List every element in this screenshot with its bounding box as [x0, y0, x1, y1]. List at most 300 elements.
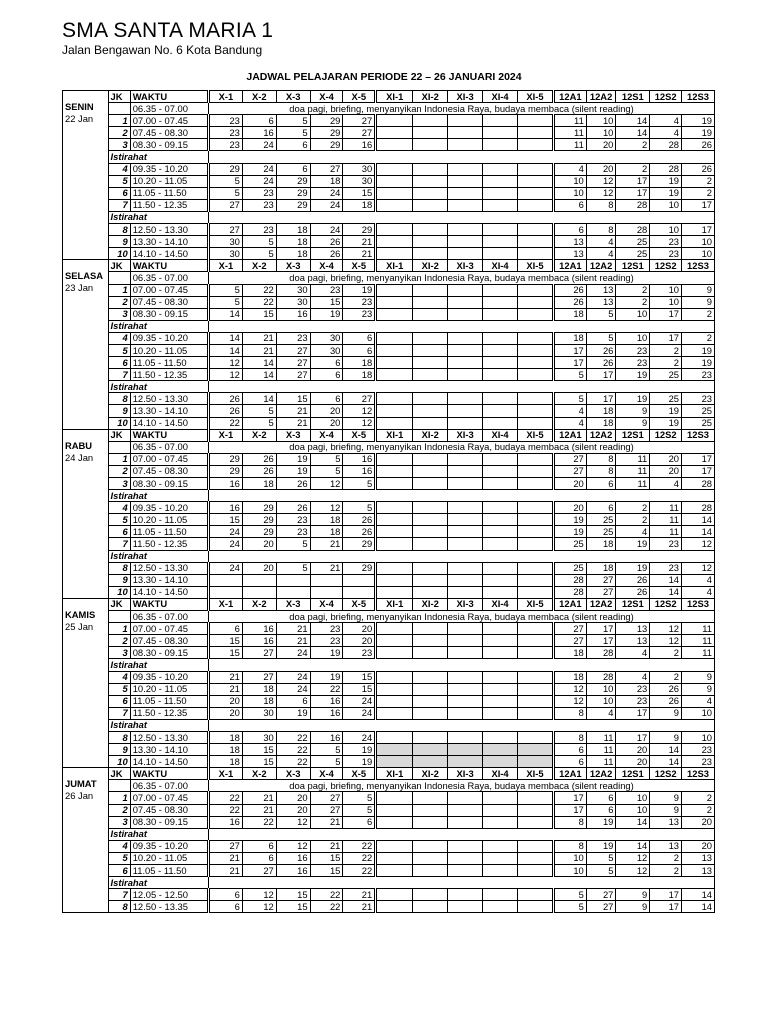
teacher-code-cell: [376, 538, 413, 550]
teacher-code-cell: [376, 405, 413, 417]
teacher-code-cell: [518, 224, 554, 236]
teacher-code-cell: 5: [209, 296, 243, 308]
col-header-class: XI-5: [518, 260, 554, 272]
lesson-number: 10: [108, 417, 130, 429]
teacher-code-cell: 26: [650, 695, 682, 707]
col-header-class: 12S2: [650, 598, 682, 610]
teacher-code-cell: 17: [616, 187, 650, 199]
teacher-code-cell: 13: [553, 236, 586, 248]
teacher-code-cell: [448, 586, 483, 598]
lesson-number: 7: [108, 707, 130, 719]
teacher-code-cell: [376, 502, 413, 514]
teacher-code-cell: [518, 127, 554, 139]
teacher-code-cell: 9: [682, 284, 715, 296]
teacher-code-cell: 6: [310, 393, 343, 405]
col-header-class: 12S2: [650, 429, 682, 441]
teacher-code-cell: 19: [616, 393, 650, 405]
lesson-number: 10: [108, 756, 130, 768]
teacher-code-cell: [483, 453, 518, 465]
teacher-code-cell: 27: [586, 586, 616, 598]
lesson-time: 12.50 - 13.30: [130, 731, 208, 743]
teacher-code-cell: [376, 671, 413, 683]
teacher-code-cell: [448, 344, 483, 356]
break-filler: [209, 719, 715, 731]
teacher-code-cell: [448, 357, 483, 369]
teacher-code-cell: 27: [310, 792, 343, 804]
teacher-code-cell: [413, 840, 448, 852]
col-header-class: X-2: [242, 91, 276, 103]
teacher-code-cell: 21: [310, 538, 343, 550]
teacher-code-cell: [413, 199, 448, 211]
col-header-class: XI-2: [413, 598, 448, 610]
lesson-number: 1: [108, 115, 130, 127]
teacher-code-cell: 20: [553, 478, 586, 490]
teacher-code-cell: 4: [650, 115, 682, 127]
col-header-class: X-2: [242, 598, 276, 610]
teacher-code-cell: 27: [553, 635, 586, 647]
teacher-code-cell: 6: [553, 756, 586, 768]
col-header-class: X-2: [242, 260, 276, 272]
teacher-code-cell: 17: [650, 308, 682, 320]
teacher-code-cell: [413, 526, 448, 538]
opening-time: 06.35 - 07.00: [130, 272, 208, 284]
col-header-class: X-1: [209, 260, 243, 272]
teacher-code-cell: [376, 744, 413, 756]
teacher-code-cell: 14: [650, 744, 682, 756]
teacher-code-cell: [376, 816, 413, 828]
teacher-code-cell: 29: [242, 514, 276, 526]
col-header-class: 12S2: [650, 768, 682, 780]
teacher-code-cell: 28: [616, 224, 650, 236]
teacher-code-cell: [448, 623, 483, 635]
teacher-code-cell: [376, 804, 413, 816]
teacher-code-cell: 13: [616, 635, 650, 647]
teacher-code-cell: [413, 236, 448, 248]
teacher-code-cell: [483, 647, 518, 659]
lesson-number: 2: [108, 465, 130, 477]
teacher-code-cell: [448, 127, 483, 139]
teacher-code-cell: 27: [276, 357, 310, 369]
teacher-code-cell: 12: [616, 852, 650, 864]
teacher-code-cell: [518, 199, 554, 211]
teacher-code-cell: 19: [616, 369, 650, 381]
teacher-code-cell: 19: [343, 756, 376, 768]
teacher-code-cell: [376, 199, 413, 211]
teacher-code-cell: 23: [242, 224, 276, 236]
teacher-code-cell: 23: [209, 115, 243, 127]
teacher-code-cell: 17: [682, 224, 715, 236]
teacher-code-cell: 9: [682, 671, 715, 683]
teacher-code-cell: 24: [209, 562, 243, 574]
opening-row: [63, 103, 715, 115]
teacher-code-cell: [376, 332, 413, 344]
teacher-code-cell: [448, 816, 483, 828]
teacher-code-cell: [310, 586, 343, 598]
col-header-class: XI-1: [376, 260, 413, 272]
lesson-time: 12.50 - 13.30: [130, 393, 208, 405]
teacher-code-cell: [413, 647, 448, 659]
col-header-waktu: WAKTU: [130, 598, 208, 610]
lesson-number: 6: [108, 357, 130, 369]
col-header-waktu: WAKTU: [130, 260, 208, 272]
teacher-code-cell: [518, 865, 554, 877]
teacher-code-cell: 9: [616, 417, 650, 429]
teacher-code-cell: [376, 357, 413, 369]
lesson-number: 1: [108, 623, 130, 635]
teacher-code-cell: [518, 163, 554, 175]
teacher-code-cell: [518, 707, 554, 719]
teacher-code-cell: [376, 163, 413, 175]
teacher-code-cell: 21: [343, 889, 376, 901]
teacher-code-cell: 12: [586, 175, 616, 187]
teacher-code-cell: 12: [242, 901, 276, 913]
teacher-code-cell: 5: [343, 792, 376, 804]
teacher-code-cell: 18: [276, 248, 310, 260]
teacher-code-cell: 8: [553, 840, 586, 852]
teacher-code-cell: [413, 671, 448, 683]
teacher-code-cell: 13: [586, 296, 616, 308]
teacher-code-cell: 25: [682, 417, 715, 429]
teacher-code-cell: 20: [242, 538, 276, 550]
teacher-code-cell: 19: [310, 308, 343, 320]
teacher-code-cell: 16: [343, 453, 376, 465]
teacher-code-cell: 14: [682, 889, 715, 901]
teacher-code-cell: 18: [553, 308, 586, 320]
teacher-code-cell: 26: [682, 163, 715, 175]
teacher-code-cell: 26: [682, 139, 715, 151]
teacher-code-cell: [413, 574, 448, 586]
teacher-code-cell: 25: [650, 393, 682, 405]
teacher-code-cell: 11: [616, 465, 650, 477]
teacher-code-cell: [376, 175, 413, 187]
lesson-time: 11.50 - 12.35: [130, 199, 208, 211]
lesson-number: 5: [108, 175, 130, 187]
lesson-row: [63, 538, 715, 550]
teacher-code-cell: 23: [343, 308, 376, 320]
teacher-code-cell: 13: [682, 852, 715, 864]
teacher-code-cell: [413, 284, 448, 296]
teacher-code-cell: 29: [209, 465, 243, 477]
teacher-code-cell: [518, 236, 554, 248]
teacher-code-cell: [518, 852, 554, 864]
lesson-time: 14.10 - 14.50: [130, 248, 208, 260]
teacher-code-cell: [518, 683, 554, 695]
col-header-class: X-5: [343, 598, 376, 610]
teacher-code-cell: [376, 465, 413, 477]
teacher-code-cell: [376, 115, 413, 127]
teacher-code-cell: [448, 683, 483, 695]
opening-activity: doa pagi, briefing, menyanyikan Indonesia Raya, budaya membaca (silent reading): [209, 611, 715, 623]
teacher-code-cell: 26: [209, 405, 243, 417]
teacher-code-cell: [448, 901, 483, 913]
teacher-code-cell: [413, 816, 448, 828]
opening-row: [63, 441, 715, 453]
teacher-code-cell: 4: [650, 478, 682, 490]
teacher-code-cell: 11: [650, 526, 682, 538]
teacher-code-cell: 14: [242, 393, 276, 405]
teacher-code-cell: [483, 417, 518, 429]
teacher-code-cell: 5: [343, 478, 376, 490]
teacher-code-cell: 12: [682, 538, 715, 550]
teacher-code-cell: 23: [310, 635, 343, 647]
teacher-code-cell: 23: [682, 756, 715, 768]
teacher-code-cell: [448, 369, 483, 381]
lesson-time: 10.20 - 11.05: [130, 175, 208, 187]
lesson-row: [63, 405, 715, 417]
col-header-class: XI-1: [376, 598, 413, 610]
teacher-code-cell: [448, 635, 483, 647]
teacher-code-cell: [209, 574, 243, 586]
teacher-code-cell: 15: [343, 187, 376, 199]
break-label: Istirahat: [108, 320, 209, 332]
teacher-code-cell: 8: [586, 465, 616, 477]
col-header-class: 12A2: [586, 429, 616, 441]
teacher-code-cell: [448, 756, 483, 768]
teacher-code-cell: [413, 635, 448, 647]
teacher-code-cell: 2: [682, 308, 715, 320]
teacher-code-cell: [518, 623, 554, 635]
lesson-row: [63, 635, 715, 647]
teacher-code-cell: 6: [209, 889, 243, 901]
teacher-code-cell: [483, 393, 518, 405]
teacher-code-cell: 27: [209, 199, 243, 211]
lesson-time: 07.00 - 07.45: [130, 115, 208, 127]
teacher-code-cell: [413, 405, 448, 417]
teacher-code-cell: 12: [650, 635, 682, 647]
teacher-code-cell: [483, 756, 518, 768]
lesson-row: [63, 284, 715, 296]
teacher-code-cell: 23: [616, 344, 650, 356]
day-label-cell: [63, 598, 109, 767]
teacher-code-cell: 2: [682, 175, 715, 187]
teacher-code-cell: [376, 526, 413, 538]
lesson-row: [63, 344, 715, 356]
teacher-code-cell: [483, 357, 518, 369]
teacher-code-cell: 5: [553, 889, 586, 901]
col-header-class: X-1: [209, 598, 243, 610]
teacher-code-cell: 26: [650, 683, 682, 695]
teacher-code-cell: [483, 683, 518, 695]
teacher-code-cell: 11: [553, 139, 586, 151]
teacher-code-cell: 21: [242, 792, 276, 804]
teacher-code-cell: 29: [310, 127, 343, 139]
lesson-time: 07.00 - 07.45: [130, 792, 208, 804]
teacher-code-cell: 5: [586, 308, 616, 320]
teacher-code-cell: 19: [586, 840, 616, 852]
col-header-class: X-4: [310, 91, 343, 103]
teacher-code-cell: 4: [553, 417, 586, 429]
col-header-class: X-2: [242, 429, 276, 441]
teacher-code-cell: 21: [276, 635, 310, 647]
teacher-code-cell: [518, 453, 554, 465]
teacher-code-cell: 27: [586, 889, 616, 901]
break-row: [63, 659, 715, 671]
teacher-code-cell: [413, 478, 448, 490]
teacher-code-cell: [413, 623, 448, 635]
teacher-code-cell: 30: [242, 707, 276, 719]
teacher-code-cell: 14: [616, 127, 650, 139]
teacher-code-cell: 5: [553, 901, 586, 913]
teacher-code-cell: [483, 816, 518, 828]
lesson-number: 8: [108, 224, 130, 236]
lesson-row: [63, 792, 715, 804]
lesson-row: [63, 369, 715, 381]
teacher-code-cell: 22: [276, 744, 310, 756]
teacher-code-cell: 16: [276, 865, 310, 877]
teacher-code-cell: [413, 865, 448, 877]
teacher-code-cell: 11: [586, 744, 616, 756]
teacher-code-cell: 12: [276, 816, 310, 828]
teacher-code-cell: 14: [682, 514, 715, 526]
teacher-code-cell: 6: [553, 224, 586, 236]
teacher-code-cell: 26: [553, 296, 586, 308]
teacher-code-cell: 17: [650, 332, 682, 344]
teacher-code-cell: 25: [586, 514, 616, 526]
teacher-code-cell: [376, 707, 413, 719]
lesson-number: 6: [108, 187, 130, 199]
teacher-code-cell: 6: [343, 816, 376, 828]
teacher-code-cell: 17: [682, 465, 715, 477]
col-header-jk: JK: [108, 598, 130, 610]
teacher-code-cell: 20: [682, 816, 715, 828]
col-header-class: XI-1: [376, 91, 413, 103]
teacher-code-cell: 29: [343, 224, 376, 236]
lesson-number: 9: [108, 236, 130, 248]
teacher-code-cell: [483, 139, 518, 151]
teacher-code-cell: 10: [553, 865, 586, 877]
teacher-code-cell: 5: [553, 393, 586, 405]
teacher-code-cell: 20: [616, 756, 650, 768]
teacher-code-cell: 16: [242, 623, 276, 635]
teacher-code-cell: [413, 889, 448, 901]
teacher-code-cell: 27: [242, 865, 276, 877]
teacher-code-cell: 28: [553, 586, 586, 598]
teacher-code-cell: [448, 224, 483, 236]
teacher-code-cell: 4: [682, 586, 715, 598]
break-label: Istirahat: [108, 828, 209, 840]
teacher-code-cell: 6: [553, 199, 586, 211]
teacher-code-cell: 29: [242, 502, 276, 514]
col-header-class: X-3: [276, 429, 310, 441]
teacher-code-cell: [483, 562, 518, 574]
teacher-code-cell: 21: [343, 901, 376, 913]
teacher-code-cell: 17: [682, 453, 715, 465]
teacher-code-cell: 26: [310, 236, 343, 248]
lesson-row: [63, 671, 715, 683]
teacher-code-cell: 23: [616, 357, 650, 369]
teacher-code-cell: 16: [276, 308, 310, 320]
lesson-time: 07.45 - 08.30: [130, 804, 208, 816]
teacher-code-cell: 16: [209, 478, 243, 490]
teacher-code-cell: 23: [650, 562, 682, 574]
teacher-code-cell: 4: [682, 574, 715, 586]
teacher-code-cell: [209, 586, 243, 598]
teacher-code-cell: [518, 357, 554, 369]
teacher-code-cell: [376, 478, 413, 490]
teacher-code-cell: 28: [586, 647, 616, 659]
lesson-row: [63, 756, 715, 768]
lesson-time: 11.05 - 11.50: [130, 187, 208, 199]
day-label-cell: [63, 768, 109, 913]
teacher-code-cell: [448, 296, 483, 308]
teacher-code-cell: [518, 538, 554, 550]
teacher-code-cell: 23: [343, 647, 376, 659]
teacher-code-cell: 6: [276, 139, 310, 151]
break-row: [63, 828, 715, 840]
teacher-code-cell: 27: [553, 465, 586, 477]
opening-row: [63, 780, 715, 792]
lesson-number: 4: [108, 671, 130, 683]
lesson-time: 11.05 - 11.50: [130, 526, 208, 538]
break-filler: [209, 550, 715, 562]
teacher-code-cell: [483, 526, 518, 538]
col-header-class: XI-2: [413, 429, 448, 441]
teacher-code-cell: 20: [616, 744, 650, 756]
teacher-code-cell: 26: [616, 586, 650, 598]
teacher-code-cell: 5: [242, 405, 276, 417]
teacher-code-cell: 18: [276, 236, 310, 248]
lesson-number: 4: [108, 502, 130, 514]
teacher-code-cell: 15: [310, 852, 343, 864]
lesson-row: [63, 478, 715, 490]
teacher-code-cell: 26: [209, 393, 243, 405]
lesson-row: [63, 744, 715, 756]
jk-cell: [108, 780, 130, 792]
teacher-code-cell: [483, 635, 518, 647]
col-header-class: 12A1: [553, 768, 586, 780]
teacher-code-cell: 21: [209, 671, 243, 683]
teacher-code-cell: 6: [276, 163, 310, 175]
break-row: [63, 719, 715, 731]
teacher-code-cell: 15: [242, 308, 276, 320]
teacher-code-cell: 23: [682, 744, 715, 756]
teacher-code-cell: 15: [343, 671, 376, 683]
teacher-code-cell: 22: [310, 901, 343, 913]
teacher-code-cell: [448, 526, 483, 538]
teacher-code-cell: 19: [650, 405, 682, 417]
teacher-code-cell: 12: [650, 623, 682, 635]
teacher-code-cell: 12: [616, 865, 650, 877]
teacher-code-cell: 6: [276, 695, 310, 707]
teacher-code-cell: 19: [343, 744, 376, 756]
break-filler: [209, 659, 715, 671]
teacher-code-cell: [343, 574, 376, 586]
school-address: Jalan Bengawan No. 6 Kota Bandung: [62, 43, 263, 57]
teacher-code-cell: 5: [276, 115, 310, 127]
teacher-code-cell: 25: [616, 248, 650, 260]
teacher-code-cell: [518, 889, 554, 901]
teacher-code-cell: [448, 417, 483, 429]
opening-time: 06.35 - 07.00: [130, 441, 208, 453]
teacher-code-cell: 9: [650, 804, 682, 816]
teacher-code-cell: [413, 744, 448, 756]
lesson-row: [63, 707, 715, 719]
teacher-code-cell: 2: [682, 792, 715, 804]
lesson-row: [63, 901, 715, 913]
teacher-code-cell: 9: [616, 405, 650, 417]
teacher-code-cell: [448, 852, 483, 864]
col-header-class: X-4: [310, 768, 343, 780]
teacher-code-cell: 6: [586, 804, 616, 816]
teacher-code-cell: 19: [616, 562, 650, 574]
teacher-code-cell: [518, 840, 554, 852]
teacher-code-cell: 2: [650, 865, 682, 877]
lesson-row: [63, 453, 715, 465]
teacher-code-cell: 19: [276, 465, 310, 477]
teacher-code-cell: 14: [616, 115, 650, 127]
teacher-code-cell: 5: [310, 453, 343, 465]
teacher-code-cell: [448, 574, 483, 586]
